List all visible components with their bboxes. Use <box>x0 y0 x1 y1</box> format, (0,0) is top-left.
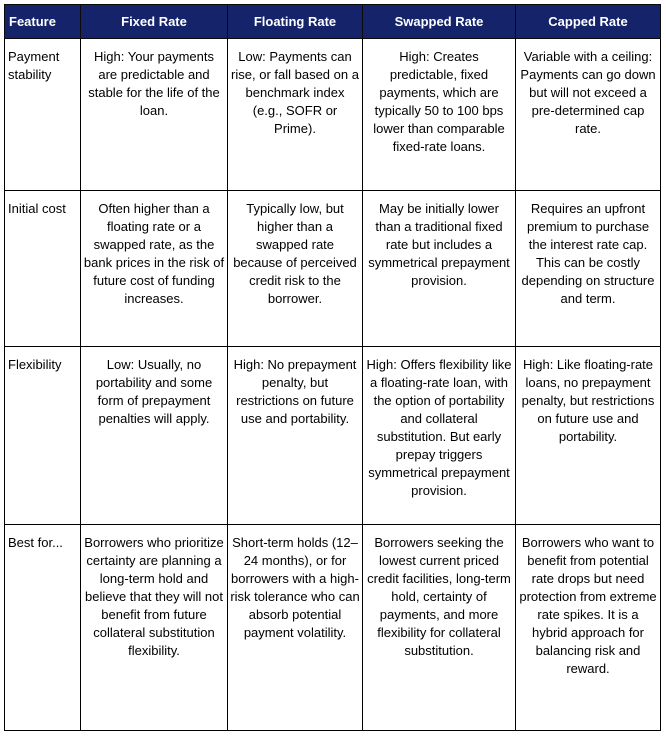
loan-rate-comparison-table <box>4 4 661 731</box>
row-best-for <box>5 525 661 731</box>
row-payment-stability <box>5 39 661 191</box>
row-initial-cost <box>5 191 661 347</box>
table-body <box>5 39 661 731</box>
cell-floating-rate: Low: Payments can rise, or fall based on a benchmark index (e.g., SOFR or Prime). <box>228 39 363 191</box>
cell-floating-rate: High: No prepayment penalty, but restrictions on future use and portability. <box>228 347 363 525</box>
header-row <box>5 5 661 39</box>
cell-fixed-rate: Often higher than a floating rate or a swapped rate, as the bank prices in the risk of future cost of funding increases. <box>81 191 228 347</box>
feature-label: Payment stability <box>5 39 81 191</box>
cell-floating-rate: Short-term holds (12–24 months), or for borrowers with a high-risk tolerance who can absorb potential payment volatility. <box>228 525 363 731</box>
cell-capped-rate: Requires an upfront premium to purchase the interest rate cap. This can be costly depending on structure and term. <box>516 191 661 347</box>
feature-label: Flexibility <box>5 347 81 525</box>
cell-swapped-rate: High: Offers flexibility like a floating-rate loan, with the option of portability and collateral substitution. But early prepay triggers symmetrical prepayment provision. <box>363 347 516 525</box>
feature-label: Best for... <box>5 525 81 731</box>
cell-swapped-rate: May be initially lower than a traditional fixed rate but includes a symmetrical prepayment provision. <box>363 191 516 347</box>
header-capped-rate: Capped Rate <box>516 5 661 39</box>
table-header <box>5 5 661 39</box>
header-swapped-rate: Swapped Rate <box>363 5 516 39</box>
cell-capped-rate: High: Like floating-rate loans, no prepayment penalty, but restrictions on future use and portability. <box>516 347 661 525</box>
cell-fixed-rate: Borrowers who prioritize certainty are planning a long-term hold and believe that they will not benefit from future collateral substitution flexibility. <box>81 525 228 731</box>
header-fixed-rate: Fixed Rate <box>81 5 228 39</box>
cell-fixed-rate: Low: Usually, no portability and some form of prepayment penalties will apply. <box>81 347 228 525</box>
cell-swapped-rate: High: Creates predictable, fixed payments, which are typically 50 to 100 bps lower than comparable fixed-rate loans. <box>363 39 516 191</box>
header-feature: Feature <box>5 5 81 39</box>
feature-label: Initial cost <box>5 191 81 347</box>
cell-floating-rate: Typically low, but higher than a swapped rate because of perceived credit risk to the borrower. <box>228 191 363 347</box>
cell-capped-rate: Borrowers who want to benefit from potential rate drops but need protection from extreme rate spikes. It is a hybrid approach for balancing risk and reward. <box>516 525 661 731</box>
cell-fixed-rate: High: Your payments are predictable and stable for the life of the loan. <box>81 39 228 191</box>
header-floating-rate: Floating Rate <box>228 5 363 39</box>
cell-swapped-rate: Borrowers seeking the lowest current priced credit facilities, long-term hold, certainty of payments, and more flexibility for collateral substitution. <box>363 525 516 731</box>
row-flexibility <box>5 347 661 525</box>
cell-capped-rate: Variable with a ceiling: Payments can go down but will not exceed a pre-determined cap rate. <box>516 39 661 191</box>
